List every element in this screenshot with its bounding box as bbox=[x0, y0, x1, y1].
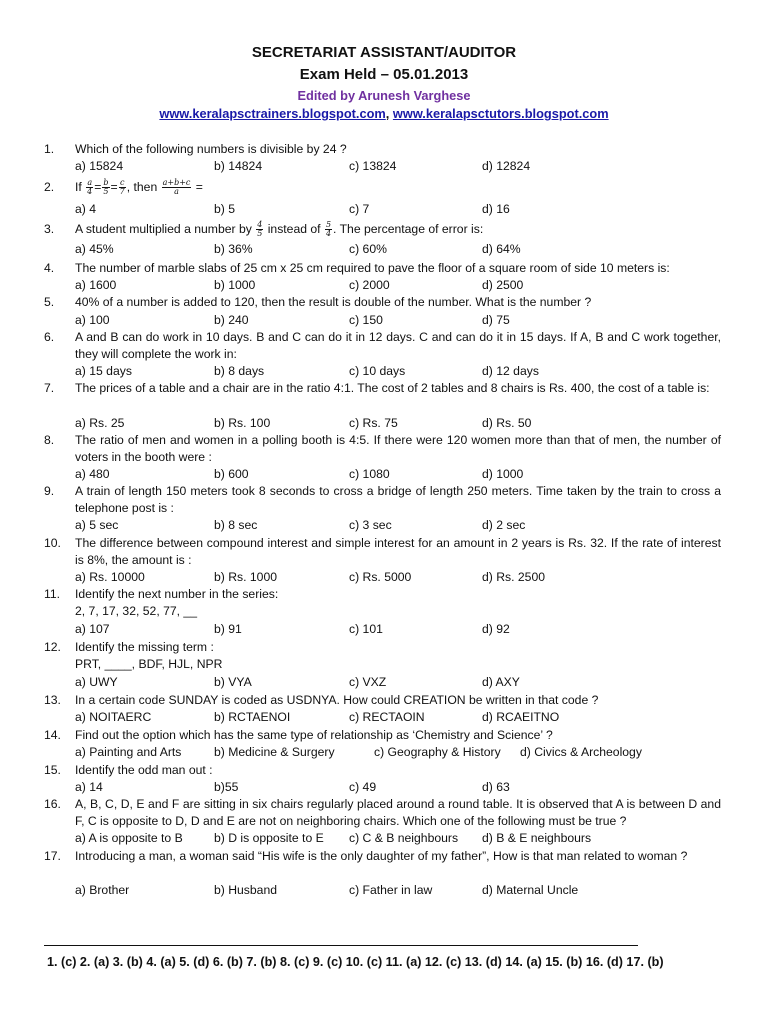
answer-key: 1. (c) 2. (a) 3. (b) 4. (a) 5. (d) 6. (b) 7. (b) 8. (c) 9. (c) 10. (c) 11. (a) 12. (c) 13. (d) 14. (a) 15. (b) 16. (d) 17. (b) bbox=[47, 955, 664, 969]
option-c: c) 60% bbox=[349, 242, 387, 256]
option-d: d) 12824 bbox=[482, 159, 531, 173]
fraction-a-over-4: $\frac{a}{4}$ bbox=[87, 178, 93, 197]
option-d: d) B & E neighbours bbox=[482, 831, 592, 845]
question-number: 13. bbox=[44, 693, 61, 707]
question-line: Identify the missing term : bbox=[75, 640, 214, 654]
option-c: c) VXZ bbox=[349, 675, 387, 689]
question-text: Which of the following numbers is divisible by 24 ? bbox=[75, 142, 347, 156]
option-c: c) 2000 bbox=[349, 278, 390, 292]
option-b: b) 14824 bbox=[214, 159, 263, 173]
option-b: b) VYA bbox=[214, 675, 252, 689]
option-c: c) 101 bbox=[349, 622, 383, 636]
option-d: d) 12 days bbox=[482, 364, 539, 378]
option-d: d) Rs. 2500 bbox=[482, 570, 546, 584]
option-a: a) 15824 bbox=[75, 159, 124, 173]
option-b: b) 8 days bbox=[214, 364, 265, 378]
equals-sign: = bbox=[110, 180, 118, 194]
exam-date: Exam Held – 05.01.2013 bbox=[299, 66, 469, 83]
option-b: b) 91 bbox=[214, 622, 242, 636]
option-b: b) Medicine & Surgery bbox=[214, 745, 335, 759]
question-number: 6. bbox=[44, 330, 55, 344]
question-text bbox=[75, 219, 721, 240]
question-text: In a certain code SUNDAY is coded as USDNYA. How could CREATION be written in that code ? bbox=[75, 693, 599, 707]
option-a: a) A is opposite to B bbox=[75, 831, 183, 845]
option-a: a) Brother bbox=[75, 883, 130, 897]
option-b: b) 240 bbox=[214, 313, 249, 327]
question-number: 4. bbox=[44, 261, 55, 275]
question-number: 2. bbox=[44, 180, 55, 194]
link-keralapsctrainers[interactable]: www.keralapsctrainers.blogspot.com bbox=[159, 106, 386, 121]
question-text: A train of length 150 meters took 8 seconds to cross a bridge of length 250 meters. Time taken by the train to cross a telephone post is : bbox=[75, 484, 721, 515]
option-c: c) 1080 bbox=[349, 467, 390, 481]
fraction-5-over-4: $\frac{5}{4}$ bbox=[325, 220, 332, 239]
question-text: Find out the option which has the same type of relationship as ‘Chemistry and Science’ ? bbox=[75, 728, 553, 742]
equals-sign: = bbox=[94, 180, 102, 194]
option-a: a) 5 sec bbox=[75, 518, 119, 532]
option-d: d) 63 bbox=[482, 780, 510, 794]
question-text: Identify the odd man out : bbox=[75, 763, 213, 777]
option-c: c) 150 bbox=[349, 313, 383, 327]
question-text: The prices of a table and a chair are in the ratio 4:1. The cost of 2 tables and 8 chairs is Rs. 400, the cost of a table is: bbox=[75, 381, 710, 395]
option-b: b) Rs. 100 bbox=[214, 416, 271, 430]
option-d: d) Rs. 50 bbox=[482, 416, 532, 430]
option-b: b) RCTAENOI bbox=[214, 710, 291, 724]
option-a: a) Painting and Arts bbox=[75, 745, 182, 759]
question-text: Introducing a man, a woman said “His wife is the only daughter of my father”, How is that man related to woman ? bbox=[75, 849, 688, 863]
option-c: c) 13824 bbox=[349, 159, 397, 173]
question-number: 7. bbox=[44, 381, 55, 395]
option-b: b) 1000 bbox=[214, 278, 256, 292]
question-text: The number of marble slabs of 25 cm x 25 cm required to pave the floor of a square room of side 10 meters is: bbox=[75, 261, 670, 275]
option-c: c) RECTAOIN bbox=[349, 710, 425, 724]
question-number: 8. bbox=[44, 433, 55, 447]
option-b: b) 36% bbox=[214, 242, 253, 256]
option-c: c) 7 bbox=[349, 202, 370, 216]
option-d: d) 16 bbox=[482, 202, 510, 216]
option-a: a) 100 bbox=[75, 313, 110, 327]
question-number: 1. bbox=[44, 142, 55, 156]
stem-text: instead of bbox=[267, 222, 321, 236]
question-line: Identify the next number in the series: bbox=[75, 587, 279, 601]
option-b: b) 5 bbox=[214, 202, 236, 216]
question-number: 3. bbox=[44, 222, 55, 236]
question-number: 14. bbox=[44, 728, 61, 742]
fraction-4-over-5: $\frac{4}{5}$ bbox=[257, 220, 263, 239]
option-d: d) 2500 bbox=[482, 278, 524, 292]
question-text: 40% of a number is added to 120, then the result is double of the number. What is the number ? bbox=[75, 295, 592, 309]
option-d: d) 2 sec bbox=[482, 518, 526, 532]
question-text bbox=[75, 639, 721, 673]
option-c: c) Geography & History bbox=[374, 745, 501, 759]
question-text bbox=[75, 586, 721, 620]
question-text: The ratio of men and women in a polling booth is 4:5. If there were 120 women more than that of men, the number of voters in the booth were : bbox=[75, 433, 721, 464]
option-d: d) 64% bbox=[482, 242, 521, 256]
option-c: c) 49 bbox=[349, 780, 377, 794]
question-number: 10. bbox=[44, 536, 61, 550]
question-series: PRT, ____, BDF, HJL, NPR bbox=[75, 657, 223, 671]
link-keralapsctutors[interactable]: www.keralapsctutors.blogspot.com bbox=[392, 106, 609, 121]
option-a: a) UWY bbox=[75, 675, 118, 689]
question-number: 9. bbox=[44, 484, 55, 498]
question-number: 16. bbox=[44, 797, 61, 811]
question-text: A and B can do work in 10 days. B and C can do it in 12 days. C and can do it in 15 days. If A, B and C work together, they will complete the work in: bbox=[75, 330, 721, 361]
fraction-sum-over-a: $\frac{a+b+c}{a}$ bbox=[162, 178, 191, 197]
option-a: a) 1600 bbox=[75, 278, 117, 292]
link-separator: , bbox=[385, 106, 390, 121]
option-d: d) AXY bbox=[482, 675, 520, 689]
option-c: c) C & B neighbours bbox=[349, 831, 459, 845]
stem-text: . The percentage of error is: bbox=[333, 222, 484, 236]
document-title: SECRETARIAT ASSISTANT/AUDITOR bbox=[251, 44, 517, 61]
option-b: b) 8 sec bbox=[214, 518, 258, 532]
answer-divider bbox=[44, 945, 638, 946]
option-c: c) Rs. 5000 bbox=[349, 570, 412, 584]
option-b: b) 600 bbox=[214, 467, 249, 481]
option-a: a) 15 days bbox=[75, 364, 132, 378]
option-b: b)55 bbox=[214, 780, 239, 794]
website-links bbox=[0, 106, 768, 122]
option-c: c) Father in law bbox=[349, 883, 433, 897]
option-d: d) 92 bbox=[482, 622, 510, 636]
option-a: a) Rs. 10000 bbox=[75, 570, 145, 584]
stem-text: A student multiplied a number by bbox=[75, 222, 252, 236]
option-a: a) Rs. 25 bbox=[75, 416, 125, 430]
fraction-b-over-5: $\frac{b}{5}$ bbox=[103, 178, 109, 197]
question-series: 2, 7, 17, 32, 52, 77, __ bbox=[75, 604, 197, 618]
option-b: b) Husband bbox=[214, 883, 278, 897]
question-text bbox=[75, 177, 721, 198]
option-a: a) 14 bbox=[75, 780, 103, 794]
question-text: The difference between compound interest and simple interest for an amount in 2 years is Rs. 32. If the rate of interest is 8%, the amount is : bbox=[75, 536, 721, 567]
stem-text: If bbox=[75, 180, 82, 194]
fraction-c-over-7: $\frac{c}{7}$ bbox=[119, 178, 125, 197]
question-number: 15. bbox=[44, 763, 61, 777]
option-a: a) NOITAERC bbox=[75, 710, 152, 724]
option-d: d) 1000 bbox=[482, 467, 524, 481]
option-d: d) Civics & Archeology bbox=[520, 745, 642, 759]
option-a: a) 4 bbox=[75, 202, 97, 216]
option-d: d) RCAEITNO bbox=[482, 710, 560, 724]
question-number: 5. bbox=[44, 295, 55, 309]
stem-text: , then bbox=[126, 180, 158, 194]
option-b: b) Rs. 1000 bbox=[214, 570, 278, 584]
option-d: d) 75 bbox=[482, 313, 510, 327]
option-c: c) 10 days bbox=[349, 364, 406, 378]
question-number: 17. bbox=[44, 849, 61, 863]
option-d: d) Maternal Uncle bbox=[482, 883, 579, 897]
question-number: 12. bbox=[44, 640, 61, 654]
option-c: c) Rs. 75 bbox=[349, 416, 398, 430]
stem-text: = bbox=[195, 180, 203, 194]
option-c: c) 3 sec bbox=[349, 518, 392, 532]
question-text: A, B, C, D, E and F are sitting in six chairs regularly placed around a round table. It is observed that A is between D and F, C is opposite to D, D and E are not on neighboring chairs. Which one of the following must be true ? bbox=[75, 797, 721, 828]
option-a: a) 45% bbox=[75, 242, 114, 256]
option-a: a) 480 bbox=[75, 467, 110, 481]
editor-credit: Edited by Arunesh Varghese bbox=[297, 88, 471, 103]
option-b: b) D is opposite to E bbox=[214, 831, 324, 845]
option-a: a) 107 bbox=[75, 622, 110, 636]
question-number: 11. bbox=[44, 587, 61, 601]
